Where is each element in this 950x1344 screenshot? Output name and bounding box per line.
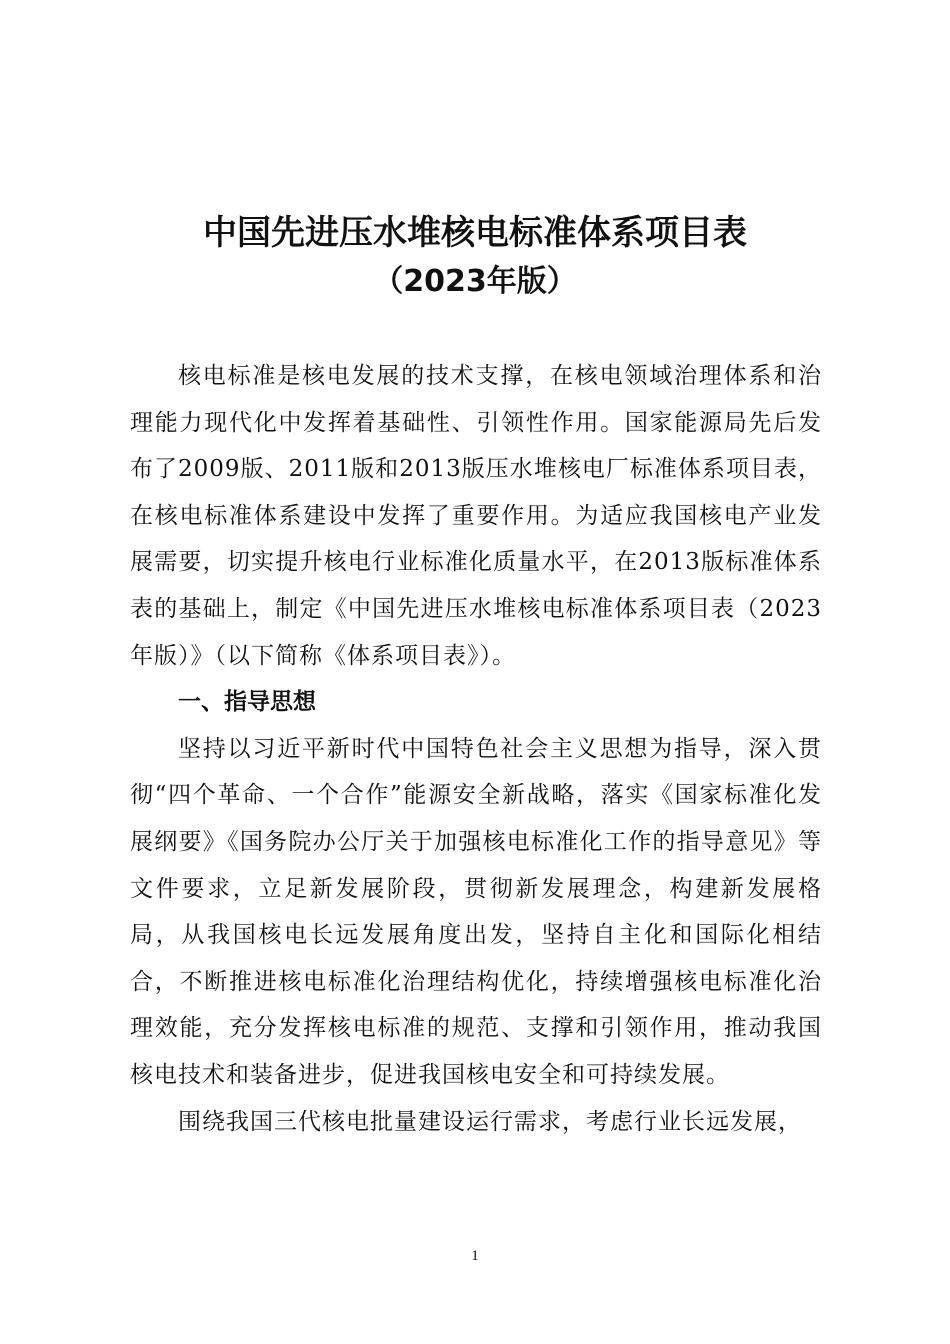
title-block <box>0 208 950 304</box>
document-subtitle: （2023年版） <box>373 264 577 299</box>
document-body <box>130 353 822 1145</box>
section-paragraph: 围绕我国三代核电批量建设运行需求，考虑行业长远发展， <box>178 1108 802 1135</box>
page-number: 1 <box>471 1248 479 1264</box>
document-title: 中国先进压水堆核电标准体系项目表 <box>203 213 747 253</box>
section-paragraph: 坚持以习近平新时代中国特色社会主义思想为指导，深入贯彻“四个革命、一个合作”能源安全新战略，落实《国家标准化发展纲要》《国务院办公厅关于加强核电标准化工作的指导意见》等文件要求，立足新发展阶段，贯彻新发展理念，构建新发展格局，从我国核电长远发展角度出发，坚持自主化和国际化相结合，不断推进核电标准化治理结构优化，持续增强核电标准化治理效能，充分发挥核电标准的规范、支撑和引领作用，推动我国核电技术和装备进步，促进我国核电安全和可持续发展。 <box>130 735 822 1088</box>
intro-paragraph: 核电标准是核电发展的技术支撑，在核电领域治理体系和治理能力现代化中发挥着基础性、引领性作用。国家能源局先后发布了2009版、2011版和2013版压水堆核电厂标准体系项目表，在核电标准体系建设中发挥了重要作用。为适应我国核电产业发展需要，切实提升核电行业标准化质量水平，在2013版标准体系表的基础上，制定《中国先进压水堆核电标准体系项目表（2023年版）》（以下简称《体系项目表》）。 <box>130 363 822 669</box>
section-heading-guiding-ideology: 一、指导思想 <box>178 689 316 716</box>
